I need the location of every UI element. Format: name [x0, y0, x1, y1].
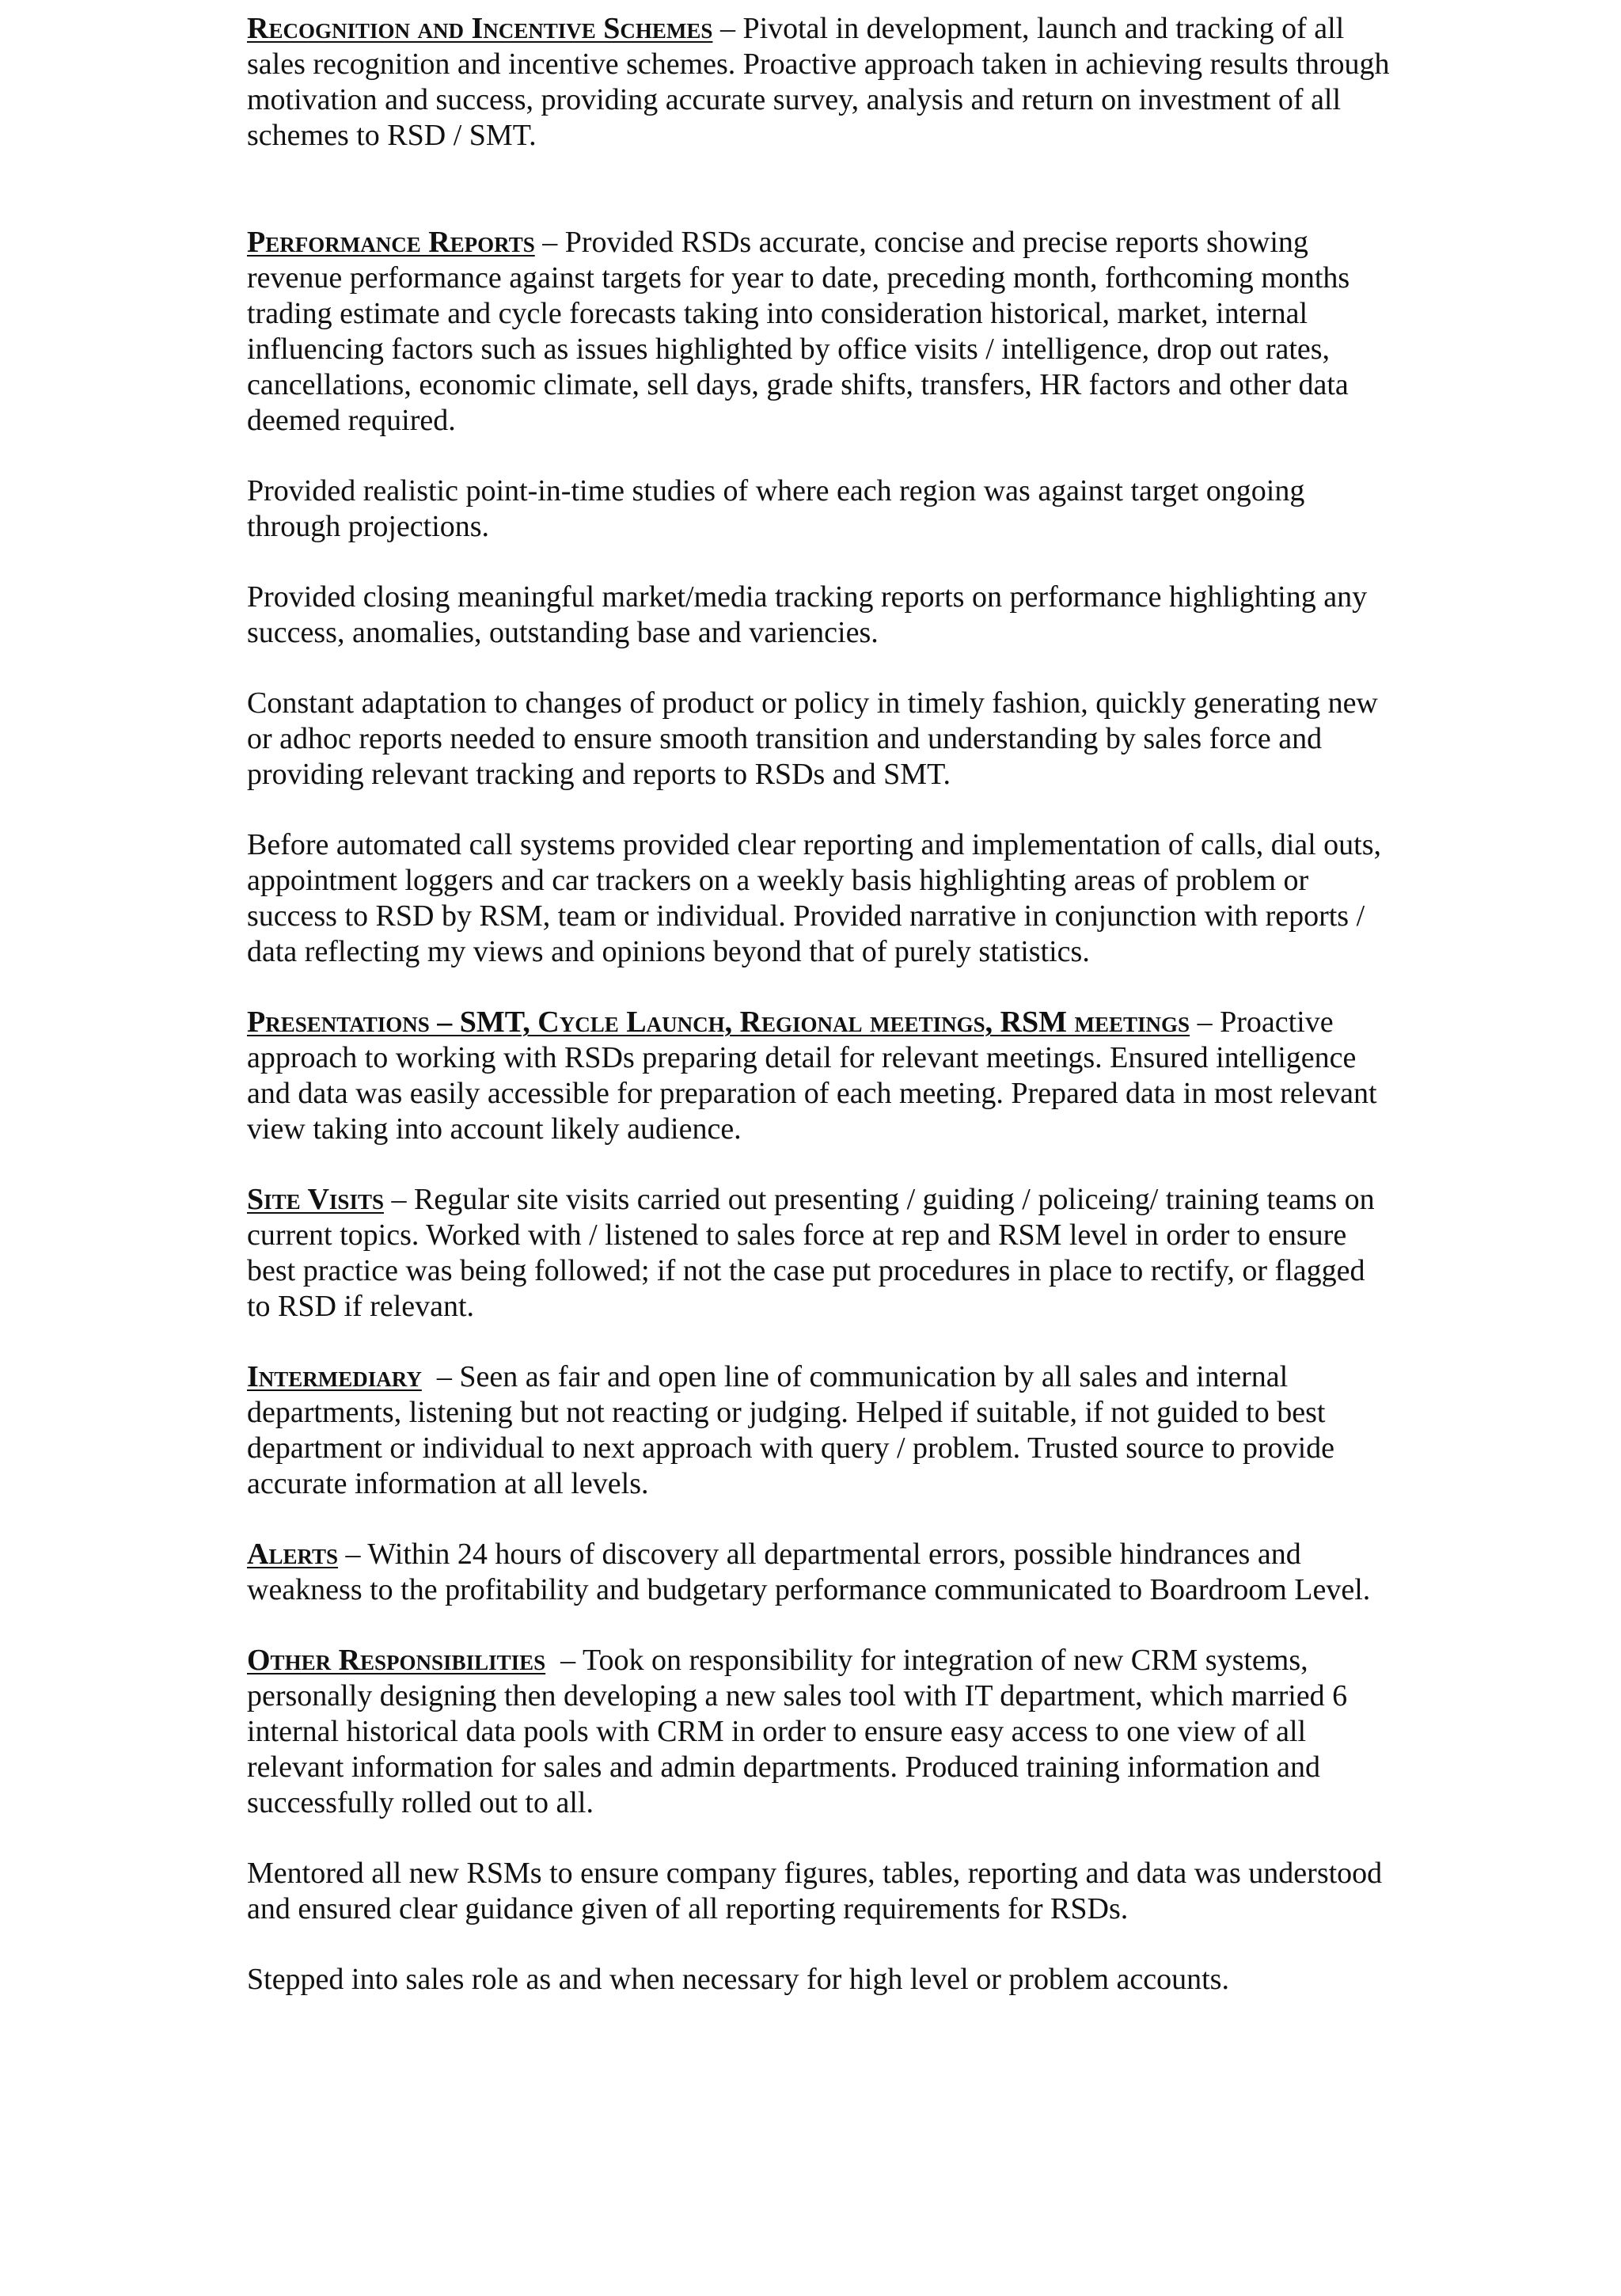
section-text: Pivotal in development, launch and tracking of all sales recognition and incentive schemes. Proactive approach taken in achieving results through motivation and success, providing accurate survey, analysis and return on investment of all schemes to RSD / SMT.	[247, 12, 1390, 152]
section-alerts	[247, 1537, 1395, 1608]
section-site-visits	[247, 1182, 1395, 1325]
paragraph-market-media-tracking	[247, 580, 1395, 651]
paragraph-constant-adaptation	[247, 686, 1395, 793]
section-text: Provided RSDs accurate, concise and precise reports showing revenue performance against targets for year to date, preceding month, forthcoming months trading estimate and cycle forecasts taking into consideration historical, market, internal influencing factors such as issues highlighted by office visits / intelligence, drop out rates, cancellations, economic climate, sell days, grade shifts, transfers, HR factors and other data deemed required.	[247, 226, 1350, 437]
section-heading: Performance Reports	[247, 226, 535, 259]
section-heading: Recognition and Incentive Schemes	[247, 12, 713, 45]
section-separator: –	[338, 1538, 368, 1571]
paragraph-text: Mentored all new RSMs to ensure company figures, tables, reporting and data was understood and ensured clear guidance given of all reporting requirements for RSDs.	[247, 1857, 1383, 1925]
paragraph-text: Stepped into sales role as and when necessary for high level or problem accounts.	[247, 1963, 1229, 1996]
section-separator: –	[545, 1644, 583, 1677]
section-text: Regular site visits carried out presenting / guiding / policeing/ training teams on current topics. Worked with / listened to sales force at rep and RSM level in order to ensure best practice was being followed; if not the case put procedures in place to rectify, or flagged to RSD if relevant.	[247, 1183, 1375, 1323]
section-performance-reports	[247, 225, 1395, 439]
section-heading: Alerts	[247, 1538, 339, 1571]
paragraph-point-in-time-studies	[247, 473, 1395, 545]
paragraph-mentored-rsms	[247, 1856, 1395, 1927]
section-separator: –	[534, 226, 565, 259]
paragraph-automated-call-systems	[247, 827, 1395, 970]
section-intermediary	[247, 1359, 1395, 1502]
paragraph-stepped-into-sales	[247, 1962, 1395, 1998]
section-heading: Presentations – SMT, Cycle Launch, Regional meetings, RSM meetings	[247, 1005, 1190, 1039]
paragraph-text: Provided realistic point-in-time studies of where each region was against target ongoing through projections.	[247, 474, 1305, 543]
section-text: Took on responsibility for integration of new CRM systems, personally designing then developing a new sales tool with IT department, which married 6 internal historical data pools with CRM in order to ensure easy access to one view of all relevant information for sales and admin departments. Produced training information and successfully rolled out to all.	[247, 1644, 1348, 1819]
paragraph-text: Provided closing meaningful market/media tracking reports on performance highlighting any success, anomalies, outstanding base and variencies.	[247, 580, 1368, 649]
section-separator: –	[712, 12, 743, 45]
section-text: Proactive approach to working with RSDs preparing detail for relevant meetings. Ensured intelligence and data was easily accessible for preparation of each meeting. Prepared data in most relevant view taking into account likely audience.	[247, 1005, 1377, 1146]
document-page	[247, 11, 1395, 2032]
section-presentations	[247, 1005, 1395, 1147]
section-text: Seen as fair and open line of communication by all sales and internal departments, listening but not reacting or judging. Helped if suitable, if not guided to best department or individual to next approach with query / problem. Trusted source to provide accurate information at all levels.	[247, 1360, 1335, 1500]
section-separator: –	[421, 1360, 460, 1393]
section-heading: Other Responsibilities	[247, 1644, 546, 1677]
section-recognition-incentive	[247, 11, 1395, 154]
section-heading: Intermediary	[247, 1360, 422, 1393]
section-other-responsibilities	[247, 1643, 1395, 1821]
section-heading: Site Visits	[247, 1183, 384, 1216]
section-separator: –	[383, 1183, 414, 1216]
section-separator: –	[1190, 1005, 1220, 1039]
paragraph-text: Constant adaptation to changes of product or policy in timely fashion, quickly generating new or adhoc reports needed to ensure smooth transition and understanding by sales force and providing relevant tracking and reports to RSDs and SMT.	[247, 686, 1378, 791]
paragraph-text: Before automated call systems provided clear reporting and implementation of calls, dial outs, appointment loggers and car trackers on a weekly basis highlighting areas of problem or success to RSD by RSM, team or individual. Provided narrative in conjunction with reports / data reflecting my views and opinions beyond that of purely statistics.	[247, 828, 1382, 968]
section-text: Within 24 hours of discovery all departmental errors, possible hindrances and weakness to the profitability and budgetary performance communicated to Boardroom Level.	[247, 1538, 1371, 1606]
